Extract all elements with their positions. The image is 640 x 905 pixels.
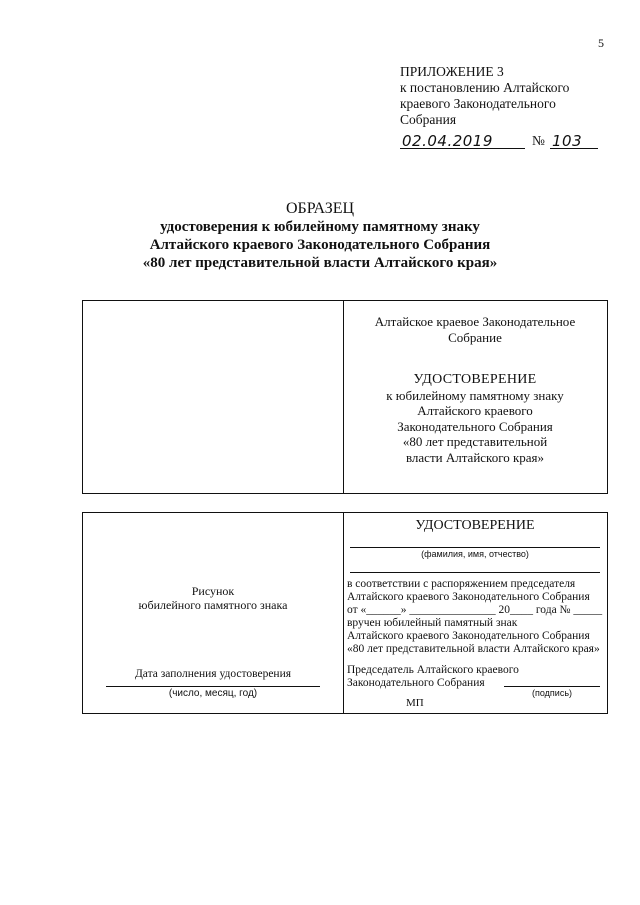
- inner-heading: УДОСТОВЕРЕНИЕ: [415, 518, 535, 533]
- cover-org: Алтайское краевое Законодательное: [374, 314, 576, 329]
- award-text: [347, 578, 605, 656]
- resolution-number: 103: [552, 132, 583, 150]
- award-line: вручен юбилейный памятный знак: [347, 617, 518, 629]
- chair-line: Председатель Алтайского краевого: [347, 664, 519, 676]
- cover-line: к юбилейному памятному знаку: [386, 387, 564, 403]
- resolution-date-number: [400, 132, 600, 152]
- title-line: «80 лет представительной власти Алтайского края»: [142, 255, 498, 271]
- award-line: Алтайского краевого Законодательного Собрания: [347, 630, 590, 642]
- award-line: от «______» _______________ 20____ года № _____: [347, 604, 603, 616]
- resolution-date: 02.04.2019: [402, 132, 493, 150]
- page-number: 5: [598, 36, 604, 50]
- award-line: в соответствии с распоряжением председателя: [347, 578, 576, 590]
- title-line: удостоверения к юбилейному памятному знаку: [160, 219, 480, 235]
- cover-line: Законодательного Собрания: [397, 418, 553, 434]
- fill-date-label: Дата заполнения удостоверения: [134, 668, 292, 680]
- title-heading: ОБРАЗЕЦ: [285, 200, 355, 217]
- date-caption: (число, месяц, год): [168, 688, 258, 699]
- award-line: Алтайского краевого Законодательного Собрания: [347, 591, 590, 603]
- stamp-placeholder: МП: [406, 697, 424, 709]
- appendix-line: краевого Законодательного: [400, 96, 556, 111]
- appendix-line: ПРИЛОЖЕНИЕ 3: [400, 64, 504, 79]
- name-caption: (фамилия, имя, отчество): [421, 549, 529, 559]
- appendix-line: к постановлению Алтайского: [400, 80, 570, 95]
- award-line: «80 лет представительной власти Алтайского края»: [347, 643, 600, 655]
- cover-line: «80 лет представительной: [402, 434, 548, 449]
- chair-line: Законодательного Собрания: [347, 677, 485, 689]
- appendix-line: Собрания: [400, 112, 457, 127]
- cover-org: Собрание: [448, 329, 502, 345]
- badge-picture-placeholder: [83, 584, 343, 612]
- cover-right-panel: [344, 314, 606, 465]
- cover-heading: УДОСТОВЕРЕНИЕ: [413, 372, 537, 387]
- picture-label: юбилейного памятного знака: [138, 598, 288, 612]
- signature-caption: (подпись): [531, 688, 573, 698]
- cover-line: Алтайского краевого: [417, 403, 533, 418]
- number-sign: №: [532, 133, 545, 148]
- inner-fold-line: [343, 512, 344, 713]
- document-title: [60, 200, 580, 272]
- cover-line: власти Алтайского края»: [405, 449, 545, 465]
- appendix-header: [400, 64, 620, 128]
- title-line: Алтайского краевого Законодательного Собрания: [149, 237, 491, 253]
- picture-label: Рисунок: [191, 584, 235, 598]
